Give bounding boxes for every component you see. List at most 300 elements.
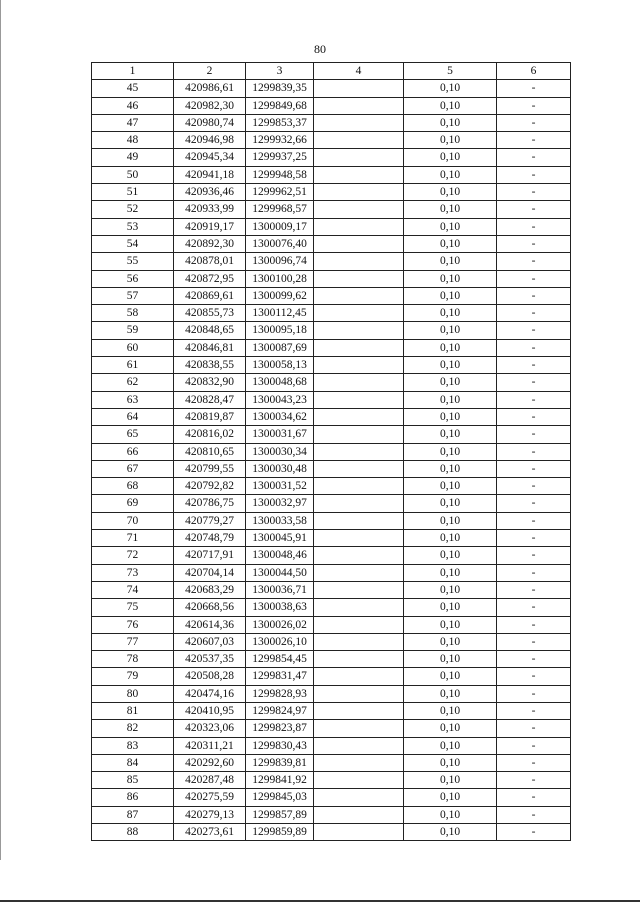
column-4-cell: [314, 426, 404, 443]
x-coordinate-cell: 420704,14: [174, 564, 246, 581]
point-number-cell: 70: [92, 512, 174, 529]
column-5-cell: 0,10: [404, 754, 497, 771]
x-coordinate-cell: 420878,01: [174, 253, 246, 270]
table-row: [92, 374, 571, 391]
coordinates-table: [91, 62, 571, 841]
column-6-cell: -: [497, 581, 571, 598]
x-coordinate-cell: 420607,03: [174, 633, 246, 650]
x-coordinate-cell: 420792,82: [174, 478, 246, 495]
table-row: [92, 616, 571, 633]
y-coordinate-cell: 1299968,57: [246, 201, 314, 218]
table-row: [92, 737, 571, 754]
column-4-cell: [314, 132, 404, 149]
y-coordinate-cell: 1300099,62: [246, 287, 314, 304]
column-5-cell: 0,10: [404, 201, 497, 218]
table-row: [92, 564, 571, 581]
column-5-cell: 0,10: [404, 651, 497, 668]
column-4-cell: [314, 339, 404, 356]
y-coordinate-cell: 1300087,69: [246, 339, 314, 356]
column-5-cell: 0,10: [404, 685, 497, 702]
point-number-cell: 56: [92, 270, 174, 287]
column-4-cell: [314, 668, 404, 685]
column-5-cell: 0,10: [404, 581, 497, 598]
column-6-cell: -: [497, 702, 571, 719]
column-6-cell: -: [497, 824, 571, 841]
point-number-cell: 76: [92, 616, 174, 633]
point-number-cell: 68: [92, 478, 174, 495]
x-coordinate-cell: 420717,91: [174, 547, 246, 564]
column-4-cell: [314, 149, 404, 166]
column-4-cell: [314, 530, 404, 547]
column-4-cell: [314, 97, 404, 114]
x-coordinate-cell: 420846,81: [174, 339, 246, 356]
column-5-cell: 0,10: [404, 495, 497, 512]
table-row: [92, 114, 571, 131]
table-row: [92, 287, 571, 304]
x-coordinate-cell: 420946,98: [174, 132, 246, 149]
column-4-cell: [314, 443, 404, 460]
column-6-cell: -: [497, 495, 571, 512]
table-header-row: [92, 63, 571, 80]
column-4-cell: [314, 737, 404, 754]
x-coordinate-cell: 420945,34: [174, 149, 246, 166]
column-6-cell: -: [497, 789, 571, 806]
y-coordinate-cell: 1300031,52: [246, 478, 314, 495]
y-coordinate-cell: 1300095,18: [246, 322, 314, 339]
column-6-cell: -: [497, 235, 571, 252]
y-coordinate-cell: 1299830,43: [246, 737, 314, 754]
column-4-cell: [314, 633, 404, 650]
table-row: [92, 651, 571, 668]
table-row: [92, 149, 571, 166]
x-coordinate-cell: 420287,48: [174, 772, 246, 789]
column-6-cell: -: [497, 685, 571, 702]
point-number-cell: 61: [92, 357, 174, 374]
y-coordinate-cell: 1300034,62: [246, 408, 314, 425]
point-number-cell: 59: [92, 322, 174, 339]
table-row: [92, 685, 571, 702]
point-number-cell: 85: [92, 772, 174, 789]
x-coordinate-cell: 420855,73: [174, 305, 246, 322]
scan-bottom-edge: [0, 900, 640, 902]
point-number-cell: 75: [92, 599, 174, 616]
column-4-cell: [314, 806, 404, 823]
point-number-cell: 52: [92, 201, 174, 218]
column-4-cell: [314, 374, 404, 391]
point-number-cell: 87: [92, 806, 174, 823]
column-4-cell: [314, 720, 404, 737]
column-6-cell: -: [497, 391, 571, 408]
column-5-cell: 0,10: [404, 616, 497, 633]
column-5-cell: 0,10: [404, 339, 497, 356]
y-coordinate-cell: 1299831,47: [246, 668, 314, 685]
column-5-cell: 0,10: [404, 114, 497, 131]
table-row: [92, 357, 571, 374]
column-5-cell: 0,10: [404, 184, 497, 201]
column-5-cell: 0,10: [404, 80, 497, 97]
point-number-cell: 78: [92, 651, 174, 668]
y-coordinate-cell: 1299937,25: [246, 149, 314, 166]
column-4-cell: [314, 80, 404, 97]
table-row: [92, 80, 571, 97]
table-row: [92, 235, 571, 252]
point-number-cell: 82: [92, 720, 174, 737]
point-number-cell: 50: [92, 166, 174, 183]
y-coordinate-cell: 1300030,34: [246, 443, 314, 460]
x-coordinate-cell: 420869,61: [174, 287, 246, 304]
column-4-cell: [314, 824, 404, 841]
column-5-cell: 0,10: [404, 633, 497, 650]
column-4-cell: [314, 512, 404, 529]
column-6-cell: -: [497, 80, 571, 97]
point-number-cell: 67: [92, 460, 174, 477]
point-number-cell: 86: [92, 789, 174, 806]
x-coordinate-cell: 420872,95: [174, 270, 246, 287]
column-5-cell: 0,10: [404, 166, 497, 183]
column-5-cell: 0,10: [404, 789, 497, 806]
column-6-cell: -: [497, 408, 571, 425]
y-coordinate-cell: 1300033,58: [246, 512, 314, 529]
x-coordinate-cell: 420508,28: [174, 668, 246, 685]
point-number-cell: 72: [92, 547, 174, 564]
column-5-cell: 0,10: [404, 772, 497, 789]
y-coordinate-cell: 1300030,48: [246, 460, 314, 477]
x-coordinate-cell: 420933,99: [174, 201, 246, 218]
point-number-cell: 63: [92, 391, 174, 408]
column-6-cell: -: [497, 737, 571, 754]
y-coordinate-cell: 1300026,10: [246, 633, 314, 650]
x-coordinate-cell: 420668,56: [174, 599, 246, 616]
column-6-cell: -: [497, 201, 571, 218]
x-coordinate-cell: 420786,75: [174, 495, 246, 512]
column-4-cell: [314, 253, 404, 270]
point-number-cell: 60: [92, 339, 174, 356]
y-coordinate-cell: 1300076,40: [246, 235, 314, 252]
x-coordinate-cell: 420810,65: [174, 443, 246, 460]
column-6-cell: -: [497, 633, 571, 650]
column-6-cell: -: [497, 460, 571, 477]
point-number-cell: 54: [92, 235, 174, 252]
y-coordinate-cell: 1300036,71: [246, 581, 314, 598]
column-5-cell: 0,10: [404, 564, 497, 581]
column-6-cell: -: [497, 287, 571, 304]
x-coordinate-cell: 420980,74: [174, 114, 246, 131]
column-5-cell: 0,10: [404, 408, 497, 425]
point-number-cell: 69: [92, 495, 174, 512]
column-5-cell: 0,10: [404, 322, 497, 339]
x-coordinate-cell: 420292,60: [174, 754, 246, 771]
y-coordinate-cell: 1299839,35: [246, 80, 314, 97]
table-row: [92, 530, 571, 547]
column-4-cell: [314, 287, 404, 304]
column-5-cell: 0,10: [404, 824, 497, 841]
point-number-cell: 80: [92, 685, 174, 702]
y-coordinate-cell: 1300112,45: [246, 305, 314, 322]
y-coordinate-cell: 1300009,17: [246, 218, 314, 235]
point-number-cell: 77: [92, 633, 174, 650]
point-number-cell: 47: [92, 114, 174, 131]
table-row: [92, 495, 571, 512]
table-row: [92, 720, 571, 737]
table-row: [92, 460, 571, 477]
column-6-cell: -: [497, 720, 571, 737]
column-6-cell: -: [497, 772, 571, 789]
page-number: 80: [314, 42, 326, 56]
point-number-cell: 53: [92, 218, 174, 235]
column-5-cell: 0,10: [404, 305, 497, 322]
column-4-cell: [314, 651, 404, 668]
column-5-cell: 0,10: [404, 443, 497, 460]
column-6-cell: -: [497, 754, 571, 771]
x-coordinate-cell: 420941,18: [174, 166, 246, 183]
column-5-cell: 0,10: [404, 547, 497, 564]
column-4-cell: [314, 616, 404, 633]
x-coordinate-cell: 420275,59: [174, 789, 246, 806]
column-4-cell: [314, 754, 404, 771]
y-coordinate-cell: 1299849,68: [246, 97, 314, 114]
x-coordinate-cell: 420683,29: [174, 581, 246, 598]
column-5-cell: 0,10: [404, 270, 497, 287]
table-row: [92, 218, 571, 235]
point-number-cell: 73: [92, 564, 174, 581]
column-6-cell: -: [497, 374, 571, 391]
column-6-cell: -: [497, 478, 571, 495]
column-header: 4: [314, 63, 404, 80]
column-5-cell: 0,10: [404, 235, 497, 252]
y-coordinate-cell: 1300096,74: [246, 253, 314, 270]
point-number-cell: 49: [92, 149, 174, 166]
y-coordinate-cell: 1300048,68: [246, 374, 314, 391]
table-row: [92, 408, 571, 425]
y-coordinate-cell: 1300026,02: [246, 616, 314, 633]
table-row: [92, 97, 571, 114]
y-coordinate-cell: 1299857,89: [246, 806, 314, 823]
point-number-cell: 48: [92, 132, 174, 149]
point-number-cell: 71: [92, 530, 174, 547]
column-6-cell: -: [497, 166, 571, 183]
y-coordinate-cell: 1299839,81: [246, 754, 314, 771]
y-coordinate-cell: 1299853,37: [246, 114, 314, 131]
x-coordinate-cell: 420816,02: [174, 426, 246, 443]
table-row: [92, 339, 571, 356]
column-6-cell: -: [497, 651, 571, 668]
column-5-cell: 0,10: [404, 132, 497, 149]
y-coordinate-cell: 1299841,92: [246, 772, 314, 789]
point-number-cell: 88: [92, 824, 174, 841]
x-coordinate-cell: 420799,55: [174, 460, 246, 477]
table-row: [92, 599, 571, 616]
column-6-cell: -: [497, 512, 571, 529]
table-row: [92, 132, 571, 149]
column-6-cell: -: [497, 218, 571, 235]
column-6-cell: -: [497, 114, 571, 131]
column-6-cell: -: [497, 564, 571, 581]
y-coordinate-cell: 1299828,93: [246, 685, 314, 702]
point-number-cell: 55: [92, 253, 174, 270]
x-coordinate-cell: 420614,36: [174, 616, 246, 633]
point-number-cell: 84: [92, 754, 174, 771]
y-coordinate-cell: 1299948,58: [246, 166, 314, 183]
column-6-cell: -: [497, 357, 571, 374]
column-5-cell: 0,10: [404, 287, 497, 304]
table-row: [92, 426, 571, 443]
column-header: 3: [246, 63, 314, 80]
column-6-cell: -: [497, 305, 571, 322]
table-row: [92, 443, 571, 460]
column-6-cell: -: [497, 184, 571, 201]
point-number-cell: 62: [92, 374, 174, 391]
column-4-cell: [314, 702, 404, 719]
column-5-cell: 0,10: [404, 357, 497, 374]
table-row: [92, 702, 571, 719]
y-coordinate-cell: 1299823,87: [246, 720, 314, 737]
column-6-cell: -: [497, 322, 571, 339]
column-4-cell: [314, 305, 404, 322]
column-4-cell: [314, 581, 404, 598]
y-coordinate-cell: 1300031,67: [246, 426, 314, 443]
table-row: [92, 201, 571, 218]
column-4-cell: [314, 772, 404, 789]
column-5-cell: 0,10: [404, 218, 497, 235]
column-4-cell: [314, 391, 404, 408]
table-row: [92, 754, 571, 771]
column-5-cell: 0,10: [404, 806, 497, 823]
column-6-cell: -: [497, 97, 571, 114]
x-coordinate-cell: 420410,95: [174, 702, 246, 719]
column-5-cell: 0,10: [404, 460, 497, 477]
x-coordinate-cell: 420537,35: [174, 651, 246, 668]
column-4-cell: [314, 478, 404, 495]
point-number-cell: 83: [92, 737, 174, 754]
column-4-cell: [314, 495, 404, 512]
x-coordinate-cell: 420828,47: [174, 391, 246, 408]
column-5-cell: 0,10: [404, 478, 497, 495]
y-coordinate-cell: 1299854,45: [246, 651, 314, 668]
table-row: [92, 668, 571, 685]
column-header: 2: [174, 63, 246, 80]
y-coordinate-cell: 1299932,66: [246, 132, 314, 149]
x-coordinate-cell: 420819,87: [174, 408, 246, 425]
table-row: [92, 270, 571, 287]
column-6-cell: -: [497, 547, 571, 564]
point-number-cell: 46: [92, 97, 174, 114]
column-6-cell: -: [497, 443, 571, 460]
table-row: [92, 772, 571, 789]
column-6-cell: -: [497, 253, 571, 270]
table-row: [92, 322, 571, 339]
column-5-cell: 0,10: [404, 720, 497, 737]
column-4-cell: [314, 408, 404, 425]
x-coordinate-cell: 420832,90: [174, 374, 246, 391]
x-coordinate-cell: 420986,61: [174, 80, 246, 97]
column-5-cell: 0,10: [404, 599, 497, 616]
point-number-cell: 58: [92, 305, 174, 322]
table-row: [92, 547, 571, 564]
point-number-cell: 51: [92, 184, 174, 201]
column-5-cell: 0,10: [404, 374, 497, 391]
column-6-cell: -: [497, 426, 571, 443]
column-6-cell: -: [497, 132, 571, 149]
y-coordinate-cell: 1300048,46: [246, 547, 314, 564]
column-4-cell: [314, 201, 404, 218]
column-header: 5: [404, 63, 497, 80]
column-6-cell: -: [497, 616, 571, 633]
column-4-cell: [314, 599, 404, 616]
column-5-cell: 0,10: [404, 97, 497, 114]
x-coordinate-cell: 420982,30: [174, 97, 246, 114]
column-4-cell: [314, 547, 404, 564]
y-coordinate-cell: 1300100,28: [246, 270, 314, 287]
table-row: [92, 581, 571, 598]
column-5-cell: 0,10: [404, 391, 497, 408]
table-row: [92, 478, 571, 495]
x-coordinate-cell: 420748,79: [174, 530, 246, 547]
column-6-cell: -: [497, 530, 571, 547]
column-4-cell: [314, 322, 404, 339]
column-4-cell: [314, 166, 404, 183]
x-coordinate-cell: 420919,17: [174, 218, 246, 235]
point-number-cell: 64: [92, 408, 174, 425]
column-4-cell: [314, 270, 404, 287]
y-coordinate-cell: 1299845,03: [246, 789, 314, 806]
column-4-cell: [314, 235, 404, 252]
x-coordinate-cell: 420848,65: [174, 322, 246, 339]
column-5-cell: 0,10: [404, 530, 497, 547]
table-row: [92, 184, 571, 201]
column-4-cell: [314, 218, 404, 235]
x-coordinate-cell: 420892,30: [174, 235, 246, 252]
point-number-cell: 66: [92, 443, 174, 460]
table-row: [92, 806, 571, 823]
x-coordinate-cell: 420838,55: [174, 357, 246, 374]
column-5-cell: 0,10: [404, 149, 497, 166]
table-row: [92, 253, 571, 270]
table-row: [92, 305, 571, 322]
column-4-cell: [314, 184, 404, 201]
y-coordinate-cell: 1300038,63: [246, 599, 314, 616]
point-number-cell: 79: [92, 668, 174, 685]
x-coordinate-cell: 420311,21: [174, 737, 246, 754]
table-row: [92, 789, 571, 806]
column-6-cell: -: [497, 149, 571, 166]
column-4-cell: [314, 789, 404, 806]
y-coordinate-cell: 1300058,13: [246, 357, 314, 374]
point-number-cell: 81: [92, 702, 174, 719]
y-coordinate-cell: 1299824,97: [246, 702, 314, 719]
column-5-cell: 0,10: [404, 253, 497, 270]
y-coordinate-cell: 1299859,89: [246, 824, 314, 841]
x-coordinate-cell: 420279,13: [174, 806, 246, 823]
column-5-cell: 0,10: [404, 737, 497, 754]
point-number-cell: 74: [92, 581, 174, 598]
x-coordinate-cell: 420936,46: [174, 184, 246, 201]
column-6-cell: -: [497, 270, 571, 287]
column-6-cell: -: [497, 668, 571, 685]
y-coordinate-cell: 1300045,91: [246, 530, 314, 547]
column-4-cell: [314, 685, 404, 702]
point-number-cell: 57: [92, 287, 174, 304]
column-header: 1: [92, 63, 174, 80]
y-coordinate-cell: 1300044,50: [246, 564, 314, 581]
column-4-cell: [314, 357, 404, 374]
point-number-cell: 65: [92, 426, 174, 443]
column-header: 6: [497, 63, 571, 80]
x-coordinate-cell: 420273,61: [174, 824, 246, 841]
table-row: [92, 166, 571, 183]
column-4-cell: [314, 564, 404, 581]
x-coordinate-cell: 420474,16: [174, 685, 246, 702]
point-number-cell: 45: [92, 80, 174, 97]
